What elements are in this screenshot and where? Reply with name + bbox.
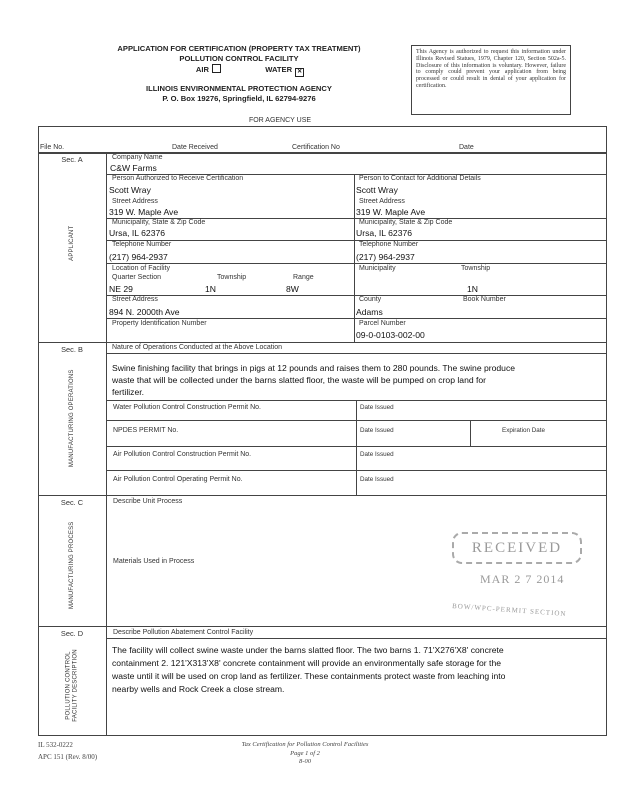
telephone-value-2[interactable]: (217) 964-2937 xyxy=(356,252,415,262)
received-stamp: RECEIVED xyxy=(452,532,582,564)
water-checkbox[interactable]: ✕ xyxy=(297,69,303,75)
footer-revision: 8-00 xyxy=(299,758,311,765)
nature-operations-label: Nature of Operations Conducted at the Above Location xyxy=(112,344,283,351)
agency-address: P. O. Box 19276, Springfield, IL 62794-9276 xyxy=(162,94,316,103)
property-id-label: Property Identification Number xyxy=(112,320,207,327)
agency-name: ILLINOIS ENVIRONMENTAL PROTECTION AGENCY xyxy=(146,84,332,93)
quarter-section-label: Quarter Section xyxy=(112,274,162,281)
sec-c-side-label: MANUFACTURING PROCESS xyxy=(68,521,75,610)
sec-c-label: Sec. C xyxy=(60,498,84,507)
page-number: Page 1 of 2 xyxy=(290,750,320,757)
parcel-number-label: Parcel Number xyxy=(359,320,406,327)
sec-d-side-label: POLLUTION CONTROL FACILITY DESCRIPTION xyxy=(65,649,78,722)
person-contact-value[interactable]: Scott Wray xyxy=(356,185,398,195)
telephone-value-1[interactable]: (217) 964-2937 xyxy=(109,252,168,262)
facility-street-value[interactable]: 894 N. 2000th Ave xyxy=(109,307,180,317)
water-label: WATER xyxy=(265,65,293,74)
street-address-value-2[interactable]: 319 W. Maple Ave xyxy=(356,207,426,217)
describe-abatement-label: Describe Pollution Abatement Control Facility xyxy=(113,629,254,636)
abatement-line-4[interactable]: nearby wells and Rock Creek a close stream. xyxy=(112,684,285,694)
person-authorized-label: Person Authorized to Receive Certification xyxy=(112,175,244,182)
sec-b-side-label: MANUFACTURING OPERATIONS xyxy=(68,369,75,468)
company-name-label: Company Name xyxy=(112,154,163,161)
township-value[interactable]: 1N xyxy=(205,284,216,294)
certification-no-label: Certification No xyxy=(292,144,340,151)
media-selection xyxy=(150,64,350,77)
sec-a-label: Sec. A xyxy=(61,155,83,164)
person-contact-label: Person to Contact for Additional Details xyxy=(359,175,481,182)
form-title: APPLICATION FOR CERTIFICATION (PROPERTY TAX TREATMENT) xyxy=(117,44,361,53)
telephone-label-2: Telephone Number xyxy=(359,241,419,248)
npdes-permit-label: NPDES PERMIT No. xyxy=(113,427,179,434)
company-name-value[interactable]: C&W Farms xyxy=(110,163,157,173)
abatement-line-1[interactable]: The facility will collect swine waste under the barns slatted floor. The two barns 1. 71'X276'X8' concrete xyxy=(112,645,504,655)
township-facility-label: Township xyxy=(461,265,491,272)
unit-process-label: Describe Unit Process xyxy=(113,498,183,505)
municipality-facility-label: Municipality xyxy=(359,265,396,272)
book-number-label: Book Number xyxy=(463,296,506,303)
township-label: Township xyxy=(217,274,247,281)
location-label: Location of Facility xyxy=(112,265,170,272)
abatement-line-3[interactable]: waste until it will be used on crop land as fertilizer. These containments protect waste from leaching into xyxy=(112,671,506,681)
parcel-number-value[interactable]: 09-0-0103-002-00 xyxy=(356,330,425,340)
date-label: Date xyxy=(459,144,474,151)
notice-text: This Agency is authorized to request this information under Illinois Revised Statues, 1979, Chapter 120, Section 502a-5. Disclosure of this information is voluntary. However, failure to comply could prevent your application from being processed or could result in denial of your application for certification. xyxy=(416,49,566,89)
air-label: AIR xyxy=(195,65,209,74)
nature-operations-line-1[interactable]: Swine finishing facility that brings in pigs at 12 pounds and raises them to 280 pounds. The swine produce xyxy=(112,363,516,373)
municipality-label-1: Municipality, State & Zip Code xyxy=(112,219,206,226)
township-facility-value[interactable]: 1N xyxy=(467,284,478,294)
npdes-date-issued-label: Date Issued xyxy=(360,427,394,434)
form-number: APC 151 (Rev. 8/00) xyxy=(38,753,98,761)
footer-title: Tax Certification for Pollution Control Facilities xyxy=(241,741,369,748)
wpc-date-issued-label: Date Issued xyxy=(360,404,394,411)
abatement-line-2[interactable]: containment 2. 121'X313'X8' concrete containment will provide an environmentally safe storage for the xyxy=(112,658,502,668)
apc-operating-permit-label: Air Pollution Control Operating Permit No. xyxy=(113,476,243,483)
agency-use-title: FOR AGENCY USE xyxy=(248,117,312,124)
apc-operating-date-label: Date Issued xyxy=(360,476,394,483)
stamp-date: MAR 2 7 2014 xyxy=(480,572,565,586)
street-address-label-1: Street Address xyxy=(112,198,158,205)
expiration-date-label: Expiration Date xyxy=(502,427,546,434)
range-value[interactable]: 8W xyxy=(286,284,299,294)
sec-d-label: Sec. D xyxy=(60,629,84,638)
municipality-value-1[interactable]: Ursa, IL 62376 xyxy=(109,228,166,238)
stamp-department: BOW/WPC-PERMIT SECTION xyxy=(451,602,567,618)
air-checkbox[interactable] xyxy=(212,64,221,73)
apc-construction-date-label: Date Issued xyxy=(360,451,394,458)
county-label: County xyxy=(359,296,382,303)
quarter-section-value[interactable]: NE 29 xyxy=(109,284,133,294)
form-subtitle: POLLUTION CONTROL FACILITY xyxy=(179,54,299,63)
telephone-label-1: Telephone Number xyxy=(112,241,172,248)
street-address-label-2: Street Address xyxy=(359,198,405,205)
street-address-value-1[interactable]: 319 W. Maple Ave xyxy=(109,207,179,217)
file-no-label: File No. xyxy=(40,144,65,151)
county-value[interactable]: Adams xyxy=(356,307,383,317)
nature-operations-line-3[interactable]: fertilizer. xyxy=(112,387,144,397)
range-label: Range xyxy=(293,274,314,281)
municipality-label-2: Municipality, State & Zip Code xyxy=(359,219,453,226)
materials-label: Materials Used in Process xyxy=(113,558,195,565)
facility-street-label: Street Address xyxy=(112,296,158,303)
wpc-permit-label: Water Pollution Control Construction Permit No. xyxy=(113,404,261,411)
apc-construction-permit-label: Air Pollution Control Construction Permit No. xyxy=(113,451,252,458)
sec-b-label: Sec. B xyxy=(61,345,83,354)
municipality-value-2[interactable]: Ursa, IL 62376 xyxy=(356,228,413,238)
form-id: IL 532-0222 xyxy=(38,741,73,749)
notice-box xyxy=(411,45,571,115)
person-authorized-value[interactable]: Scott Wray xyxy=(109,185,151,195)
nature-operations-line-2[interactable]: waste that will be collected under the barns slatted floor, the waste will be pumped on crop land for xyxy=(112,375,487,385)
date-received-label: Date Received xyxy=(172,144,218,151)
sec-a-side-label: APPLICANT xyxy=(68,225,75,261)
